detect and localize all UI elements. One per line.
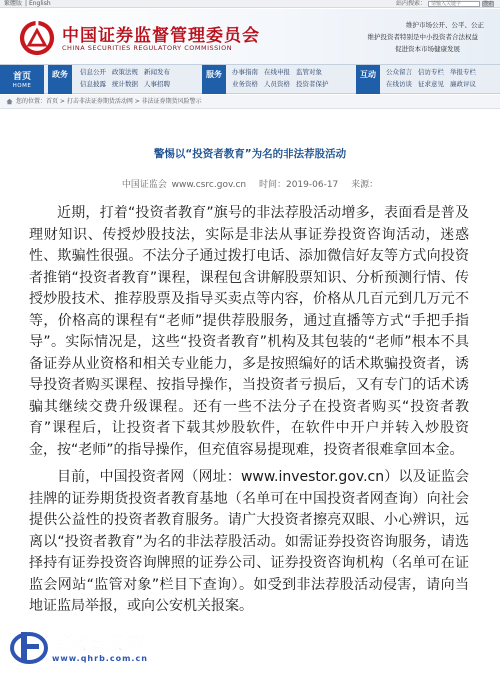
nav-link[interactable]: 信访专栏 — [418, 68, 444, 76]
nav-links-service — [232, 68, 329, 89]
top-strip — [0, 0, 500, 8]
site-search — [396, 0, 494, 8]
article-source: 中国证监会 www.csrc.gov.cn — [121, 180, 247, 190]
home-label-cn: 首页 — [12, 72, 31, 82]
nav-link[interactable]: 监管对象 — [296, 68, 322, 76]
watermark-url: www.qhrb.com.cn — [52, 654, 148, 663]
nav-link[interactable]: 信息公开 — [80, 68, 106, 76]
org-name-en: CHINA SECURITIES REGULATORY COMMISSION — [62, 44, 233, 52]
nav-links-gov — [80, 68, 170, 89]
nav-link[interactable]: 人员资格 — [264, 80, 290, 88]
nav-link[interactable]: 在线访谈 — [386, 80, 412, 88]
qhrb-logo-icon — [10, 626, 48, 666]
site-header — [0, 9, 500, 64]
nav-link[interactable]: 公众留言 — [386, 68, 412, 76]
motto — [368, 19, 485, 55]
search-input[interactable]: 请输入关键字 — [428, 1, 480, 7]
motto-line-2: 维护投资者特别是中小投资者合法权益 — [367, 33, 478, 41]
search-label: 站内搜索： — [395, 0, 426, 7]
home-button[interactable] — [0, 65, 44, 94]
watermark-text — [52, 629, 148, 663]
nav-link[interactable]: 举报专栏 — [450, 68, 476, 76]
article-time: 时间：2019-06-17 — [258, 180, 339, 190]
nav-link[interactable]: 业务资格 — [232, 80, 258, 88]
nav-link[interactable]: 信息披露 — [80, 80, 106, 88]
home-icon — [6, 98, 13, 105]
nav-link[interactable]: 办事指南 — [232, 68, 258, 76]
lang-english-link[interactable]: English — [28, 0, 51, 7]
article-title: 警惕以“投资者教育”为名的非法荐股活动 — [153, 148, 347, 160]
lang-traditional-link[interactable]: 繁體版 — [4, 0, 23, 7]
breadcrumb-text[interactable]: 您的位置：首页 > 打击非法证券期货活动网 > 非法证券期货风险警示 — [16, 97, 202, 105]
nav-section-gov: 政务 — [48, 65, 72, 94]
article-paragraph: 目前，中国投资者网（网址：www.investor.gov.cn）以及证监会挂牌的证券期货投资者教育基地（名单可在中国投资者网查询）向社会提供公益性的投资者教育服务。请广大投资者擦亮双眼、小心辨识，远离以“投资者教育”为名的非法荐股活动。如需证券投资咨询服务，请选择持有证券投资咨询牌照的证券公司、证券投资咨询机构（名单可在证监会网站“监管对象”栏目下查询）。如受到非法荐股活动侵害，请向当地证监局举报，或向公安机关报案。 — [29, 469, 469, 614]
home-label-en: HOME — [12, 83, 32, 89]
csrc-emblem-icon — [18, 19, 56, 57]
nav-link[interactable]: 人事招聘 — [144, 80, 170, 88]
nav-link[interactable]: 征求意见 — [418, 80, 444, 88]
main-nav — [0, 64, 500, 94]
language-links: 繁體版 | English — [4, 0, 51, 7]
article-paragraph: 近期，打着“投资者教育”旗号的非法荐股活动增多，表面看是普及理财知识、传授炒股技法，实际是非法从事证券投资咨询活动，迷惑性、欺骗性很强。不法分子通过拨打电话、添加微信好友等方式向投资者推销“投资者教育”课程，课程包含讲解股票知识、分析预测行情、传授炒股技术、推荐股票及指导买卖点等内容，价格从几百元到几万元不等，价格高的课程有“老师”提供荐股服务，通过直播等方式“手把手指导”。实际情况是，这些“投资者教育”机构及其包装的“老师”根本不具备证券从业资格和相关专业能力，多是按照编好的话术欺骗投资者，诱导投资者购买课程、按指导操作，当投资者亏损后，又有专门的话术诱骗其继续交费升级课程。还有一些不法分子在投资者购买“投资者教育”课程后，让投资者下载其炒股软件，在软件中开户并转入炒股资金，按“老师”的指导操作，但充值容易提现难，投资者很难拿回本金。 — [29, 205, 469, 458]
article-origin: 来源： — [351, 180, 379, 190]
breadcrumb — [0, 95, 500, 109]
article-meta — [0, 177, 500, 190]
org-name-cn: 中国证券监督管理委员会 — [62, 26, 260, 46]
nav-link[interactable]: 统计数据 — [112, 80, 138, 88]
nav-link[interactable]: 在线申报 — [264, 68, 290, 76]
article-body — [29, 203, 469, 624]
nav-link[interactable]: 廉政评议 — [450, 80, 476, 88]
motto-line-3: 促进资本市场健康发展 — [395, 45, 460, 53]
nav-link[interactable]: 政策法规 — [112, 68, 138, 76]
nav-link[interactable]: 投资者保护 — [296, 80, 329, 88]
nav-section-service: 服务 — [202, 65, 226, 94]
watermark — [10, 620, 160, 672]
nav-links-interact — [386, 68, 476, 89]
motto-line-1: 维护市场公开、公平、公正 — [406, 21, 484, 29]
search-button[interactable]: 搜索 — [483, 1, 494, 7]
watermark-name: 期货日报网 — [52, 634, 142, 654]
nav-link[interactable]: 新闻发布 — [144, 68, 170, 76]
nav-section-interact: 互动 — [356, 65, 380, 94]
